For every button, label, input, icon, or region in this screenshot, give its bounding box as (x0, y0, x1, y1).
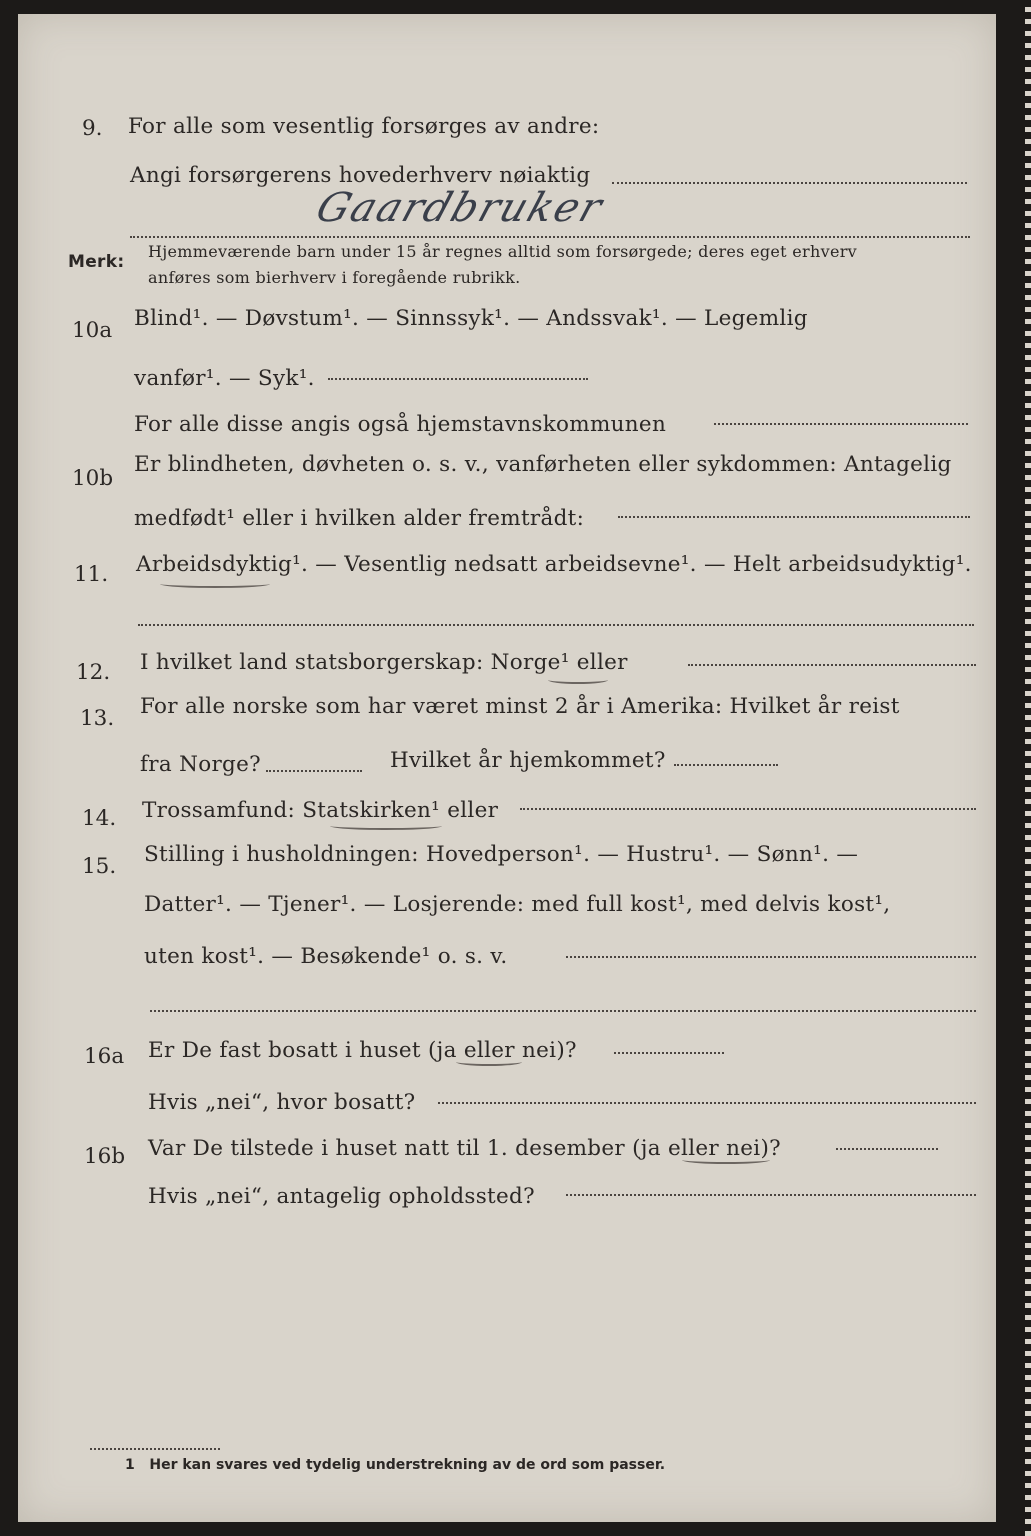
q15-answer-line (566, 954, 976, 958)
q9-answer-line2 (130, 234, 970, 238)
merk-line2: anføres som bierhverv i foregående rubrikk. (148, 268, 521, 287)
q10a-answer-line (328, 376, 588, 380)
merk-line1: Hjemmeværende barn under 15 år regnes alltid som forsørgede; deres eget erhverv (148, 242, 857, 261)
q14-underline-mark (330, 822, 442, 830)
item-number-11: 11. (74, 562, 109, 587)
q11-line1: Arbeidsdyktig¹. — Vesentlig nedsatt arbeidsevne¹. — Helt arbeidsudyktig¹. (136, 552, 972, 577)
q10a-line2: vanfør¹. — Syk¹. (134, 366, 315, 391)
q13-line2b: Hvilket år hjemkommet? (390, 748, 666, 773)
q16b-answer-line (836, 1146, 938, 1150)
q10a-answer-line2 (714, 421, 968, 425)
q9-handwritten-answer: Gaardbruker (310, 185, 610, 231)
item-number-9: 9. (82, 116, 103, 141)
item-number-14: 14. (82, 806, 117, 831)
q16b-underline-mark (682, 1156, 770, 1164)
q16a-answer-line (614, 1050, 724, 1054)
q10a-line1: Blind¹. — Døvstum¹. — Sinnssyk¹. — Andssvak¹. — Legemlig (134, 306, 808, 331)
q14-line1: Trossamfund: Statskirken¹ eller (142, 798, 499, 823)
q15-answer-line2 (150, 1008, 976, 1012)
q16a-answer-line2 (438, 1100, 976, 1104)
q13-answer-line-a (266, 768, 362, 772)
q10b-line2: medfødt¹ eller i hvilken alder fremtrådt: (134, 506, 585, 531)
item-number-16b: 16b (84, 1144, 126, 1169)
q11-underline-mark (160, 580, 270, 588)
item-number-10a: 10a (72, 318, 113, 343)
q16b-line2: Hvis „nei“, antagelig opholdssted? (148, 1184, 535, 1209)
footnote (125, 1457, 665, 1473)
perforated-edge (1025, 0, 1031, 1536)
q10a-line3: For alle disse angis også hjemstavnskommunen (134, 412, 667, 437)
q13-line1: For alle norske som har været minst 2 år i Amerika: Hvilket år reist (140, 694, 900, 719)
q16a-underline-mark (456, 1058, 522, 1066)
footnote-rule (90, 1448, 220, 1450)
q10b-line1: Er blindheten, døvheten o. s. v., vanførheten eller sykdommen: Antagelig (134, 452, 952, 477)
item-number-10b: 10b (72, 466, 114, 491)
q16b-line1: Var De tilstede i huset natt til 1. desember (ja eller nei)? (148, 1136, 781, 1161)
q16b-answer-line2 (566, 1192, 976, 1196)
q15-line2: Datter¹. — Tjener¹. — Losjerende: med full kost¹, med delvis kost¹, (144, 892, 891, 917)
item-number-13: 13. (80, 706, 115, 731)
q13-answer-line-b (674, 762, 778, 766)
item-number-16a: 16a (84, 1044, 125, 1069)
q12-line1: I hvilket land statsborgerskap: Norge¹ eller (140, 650, 628, 675)
item-number-12: 12. (76, 660, 111, 685)
q9-line1: For alle som vesentlig forsørges av andre: (128, 114, 600, 139)
merk-label: Merk: (68, 252, 125, 272)
q16a-line1: Er De fast bosatt i huset (ja eller nei)? (148, 1038, 577, 1063)
q13-line2a: fra Norge? (140, 752, 261, 777)
q12-underline-mark (548, 676, 608, 684)
q16a-line2: Hvis „nei“, hvor bosatt? (148, 1090, 416, 1115)
q10b-answer-line (618, 514, 970, 518)
q9-line2: Angi forsørgerens hovederhverv nøiaktig (130, 163, 591, 188)
q15-line1: Stilling i husholdningen: Hovedperson¹. — Hustru¹. — Sønn¹. — (144, 842, 859, 867)
q9-answer-line (612, 180, 967, 184)
footnote-text: Her kan svares ved tydelig understrekning av de ord som passer. (149, 1457, 666, 1473)
q11-answer-line (138, 622, 974, 626)
footnote-marker: 1 (125, 1457, 135, 1473)
q12-answer-line (688, 662, 976, 666)
item-number-15: 15. (82, 854, 117, 879)
q15-line3: uten kost¹. — Besøkende¹ o. s. v. (144, 944, 508, 969)
q14-answer-line (520, 806, 976, 810)
